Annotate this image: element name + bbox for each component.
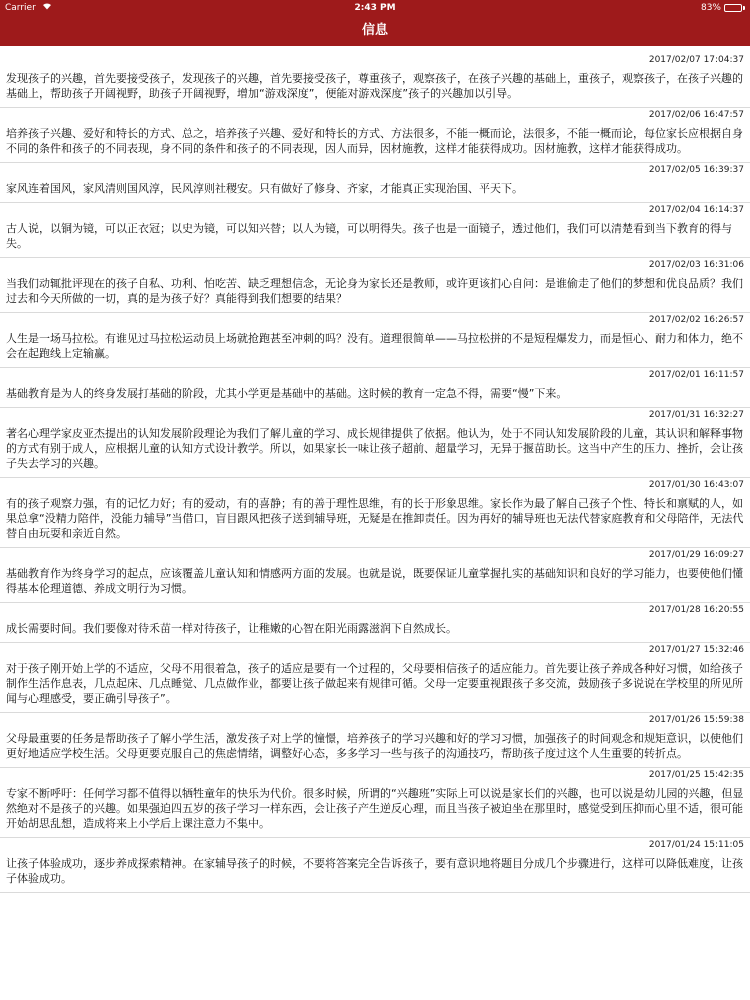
message-list[interactable]: [0, 46, 750, 893]
message-date: 2017/01/31 16:32:27: [648, 410, 744, 420]
list-item[interactable]: [0, 53, 750, 108]
message-text: 当我们动辄批评现在的孩子自私、功利、怕吃苦、缺乏理想信念，无论身为家长还是教师，或许更该扪心自问：是谁偷走了他们的梦想和优良品质？我们过去和今天所做的一切，真的是为孩子好？真能得到我们想要的结果？: [6, 277, 743, 305]
app-header: [0, 0, 750, 46]
battery-percentage: 83%: [700, 3, 721, 13]
message-text: 基础教育作为终身学习的起点，应该覆盖儿童认知和情感两方面的发展。也就是说，既要保证儿童掌握扎实的基础知识和良好的学习能力，也要使他们懂得基本伦理道德、养成文明行为习惯。: [6, 567, 743, 595]
list-item[interactable]: [0, 478, 750, 548]
message-date: 2017/02/04 16:14:37: [648, 205, 744, 215]
message-text: 让孩子体验成功，逐步养成探索精神。在家辅导孩子的时候，不要将答案完全告诉孩子，要有意识地将题目分成几个步骤进行，这样可以降低难度，让孩子体验成功。: [6, 857, 743, 885]
list-item[interactable]: [0, 838, 750, 893]
message-text: 成长需要时间。我们要像对待禾苗一样对待孩子，让稚嫩的心智在阳光雨露滋润下自然成长。: [6, 622, 457, 635]
list-item[interactable]: [0, 258, 750, 313]
page-title: 信息: [361, 23, 388, 38]
message-text: 父母最重要的任务是帮助孩子了解小学生活，激发孩子对上学的憧憬，培养孩子的学习兴趣和好的学习习惯，加强孩子的时间观念和规矩意识，以使他们更好地适应学校生活。父母更要克服自己的焦虑情绪，调整好心态，多多学习一些与孩子的沟通技巧，帮助孩子度过这个人生重要的转折点。: [6, 732, 743, 760]
message-date: 2017/01/25 15:42:35: [648, 770, 744, 780]
list-item[interactable]: [0, 768, 750, 838]
message-date: 2017/02/05 16:39:37: [648, 165, 744, 175]
message-text: 古人说，以铜为镜，可以正衣冠；以史为镜，可以知兴替；以人为镜，可以明得失。孩子也是一面镜子，透过他们，我们可以清楚看到当下教育的得与失。: [6, 222, 732, 250]
message-text: 有的孩子观察力强，有的记忆力好；有的爱动，有的喜静；有的善于理性思维，有的长于形象思维。家长作为最了解自己孩子个性、特长和禀赋的人，如果总拿“没精力陪伴，没能力辅导”当借口，盲目跟风把孩子送到辅导班，无疑是在推卸责任。因为再好的辅导班也无法代替家庭教育和父母陪伴，无法代替自由玩耍和亲近自然。: [6, 497, 744, 540]
message-date: 2017/02/06 16:47:57: [648, 110, 744, 120]
list-item[interactable]: [0, 108, 750, 163]
message-text: 著名心理学家皮亚杰提出的认知发展阶段理论为我们了解儿童的学习、成长规律提供了依据。他认为，处于不同认知发展阶段的儿童，其认识和解释事物的方式有别于成人，应根据儿童的认知方式设计教学。所以，如果家长一味让孩子超前、超量学习，无异于揠苗助长。这当中产生的压力、挫折，会让孩子失去学习的兴趣。: [6, 427, 743, 470]
battery-icon: [724, 4, 742, 12]
message-text: 基础教育是为人的终身发展打基础的阶段，尤其小学更是基础中的基础。这时候的教育一定急不得，需要“慢”下来。: [6, 387, 568, 400]
message-text: 人生是一场马拉松。有谁见过马拉松运动员上场就抢跑甚至冲刺的吗？没有。道理很简单——马拉松拼的不是短程爆发力，而是恒心、耐力和体力，绝不会在起跑线上定输赢。: [6, 332, 743, 360]
message-date: 2017/02/01 16:11:57: [648, 370, 744, 380]
list-item[interactable]: [0, 163, 750, 203]
list-item[interactable]: [0, 643, 750, 713]
message-date: 2017/01/29 16:09:27: [648, 550, 744, 560]
message-date: 2017/02/02 16:26:57: [648, 315, 744, 325]
list-item[interactable]: [0, 203, 750, 258]
message-date: 2017/02/03 16:31:06: [648, 260, 744, 270]
message-text: 培养孩子兴趣、爱好和特长的方式、总之，培养孩子兴趣、爱好和特长的方式、方法很多，不能一概而论，法很多，不能一概而论，每位家长应根据自身不同的条件和孩子的不同表现，身不同的条件和孩子的不同表现，因人而异，因材施教，这样才能获得成功。因材施教，这样才能获得成功。: [6, 127, 743, 155]
message-date: 2017/01/26 15:59:38: [648, 715, 744, 725]
list-item[interactable]: [0, 313, 750, 368]
battery-tip: [743, 6, 745, 10]
status-bar: [0, 0, 750, 16]
battery-indicator: [701, 0, 745, 16]
list-item[interactable]: [0, 548, 750, 603]
message-text: 发现孩子的兴趣，首先要接受孩子，发现孩子的兴趣，首先要接受孩子，尊重孩子，观察孩子，在孩子兴趣的基础上，重孩子，观察孩子，在孩子兴趣的基础上，帮助孩子开阔视野，助孩子开阔视野，增加“游戏深度”，便能对游戏深度”孩子的兴趣加以引导。: [6, 72, 743, 100]
status-time: 2:43 PM: [354, 3, 396, 13]
carrier-label: Carrier: [5, 0, 52, 16]
message-date: 2017/01/27 15:32:46: [648, 645, 744, 655]
message-text: 家风连着国风，家风清则国风淳，民风淳则社稷安。只有做好了修身、齐家，才能真正实现治国、平天下。: [6, 182, 523, 195]
list-item[interactable]: [0, 368, 750, 408]
message-date: 2017/02/07 17:04:37: [648, 55, 744, 65]
message-text: 专家不断呼吁：任何学习都不值得以牺牲童年的快乐为代价。很多时候，所谓的“兴趣班”实际上可以说是家长们的兴趣，也可以说是幼儿园的兴趣，但显然绝对不是孩子的兴趣。如果强迫四五岁的孩子学习一样东西，会让孩子产生逆反心理，而且当孩子被迫坐在那里时，感觉受到压抑而心里不适，很可能开始胡思乱想，造成将来上小学后上课注意力不集中。: [6, 787, 744, 830]
message-date: 2017/01/30 16:43:07: [648, 480, 744, 490]
list-item[interactable]: [0, 603, 750, 643]
message-text: 对于孩子刚开始上学的不适应，父母不用很着急，孩子的适应是要有一个过程的，父母要相信孩子的适应能力。首先要让孩子养成各种好习惯，如给孩子制作生活作息表，几点起床、几点睡觉、几点做作业，都要让孩子做起来有规律可循。父母一定要重视跟孩子多交流，鼓励孩子多说说在学校里的所见所闻与心理感受，要正确引导孩子”。: [6, 662, 743, 705]
list-item[interactable]: [0, 713, 750, 768]
list-item[interactable]: [0, 408, 750, 478]
message-date: 2017/01/24 15:11:05: [648, 840, 744, 850]
message-date: 2017/01/28 16:20:55: [648, 605, 744, 615]
